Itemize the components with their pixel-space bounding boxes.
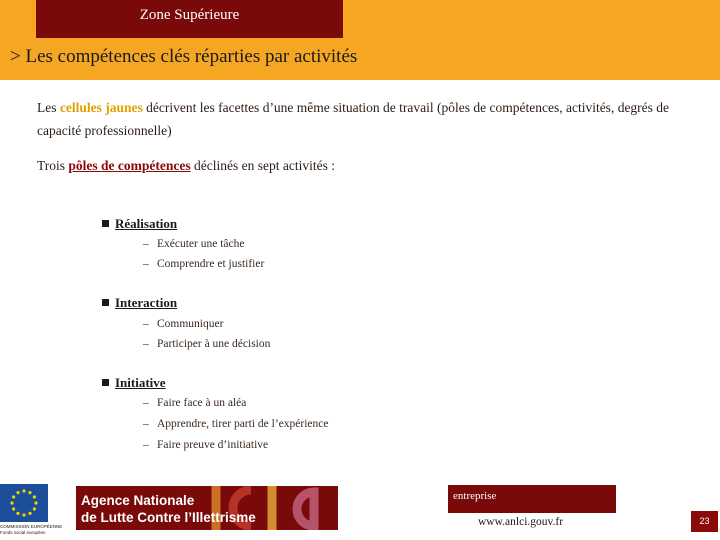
pole-initiative <box>102 375 166 391</box>
highlight-poles: pôles de compétences <box>68 158 191 173</box>
anlci-logo-banner <box>76 486 338 530</box>
activity-label: Faire face à un aléa <box>157 397 247 409</box>
eu-logo <box>0 484 62 540</box>
pole-label: Initiative <box>115 375 166 390</box>
website-link[interactable]: www.anlci.gouv.fr <box>478 516 564 528</box>
pole-label: Interaction <box>115 295 178 310</box>
activity-label: Faire preuve d’initiative <box>157 439 269 451</box>
agency-name-line2: de Lutte Contre l’Illettrisme <box>81 510 256 525</box>
activity-label: Communiquer <box>157 318 224 330</box>
eu-flag-icon <box>0 484 48 522</box>
eu-caption-line: COMMISSION EUROPÉENNE <box>0 524 63 529</box>
bullet-square-icon <box>102 299 109 306</box>
activity-item: – Faire preuve d’initiative <box>143 439 269 451</box>
activity-item: – Faire face à un aléa <box>143 397 247 409</box>
bullet-square-icon <box>102 220 109 227</box>
entreprise-label: entreprise <box>448 485 616 513</box>
poles-text-end: déclinés en sept activités : <box>190 158 335 173</box>
highlight-yellow-cells: cellules jaunes <box>59 100 143 115</box>
pole-interaction <box>102 295 177 311</box>
bullet-square-icon <box>102 379 109 386</box>
activity-label: Exécuter une tâche <box>157 238 245 250</box>
slide-title: > Les compétences clés réparties par activités <box>10 46 358 67</box>
poles-text-start: Trois <box>37 158 69 173</box>
intro-text-end: décrivent les facettes d’une même situation de travail (pôles de compétences, activités, degrés de capacité professionnelle) <box>37 100 670 138</box>
poles-paragraph <box>37 154 707 177</box>
eu-caption-line: Fonds social européen <box>0 530 46 535</box>
eu-caption <box>0 524 62 536</box>
zone-label: Zone Supérieure <box>36 0 343 38</box>
page-number: 23 <box>691 511 718 532</box>
activity-label: Apprendre, tirer parti de l’expérience <box>157 418 329 430</box>
activity-label: Participer à une décision <box>157 338 271 350</box>
intro-paragraph <box>37 96 707 142</box>
activity-item: – Communiquer <box>143 318 224 330</box>
pole-label: Réalisation <box>115 216 178 231</box>
activity-label: Comprendre et justifier <box>157 258 265 270</box>
intro-text-start: Les <box>37 100 60 115</box>
pole-realisation <box>102 216 177 232</box>
activity-item: – Exécuter une tâche <box>143 238 245 250</box>
activity-item: – Participer à une décision <box>143 338 271 350</box>
activity-item: – Apprendre, tirer parti de l’expérience <box>143 418 329 430</box>
agency-name-line1: Agence Nationale <box>81 493 195 508</box>
activity-item: – Comprendre et justifier <box>143 258 265 270</box>
